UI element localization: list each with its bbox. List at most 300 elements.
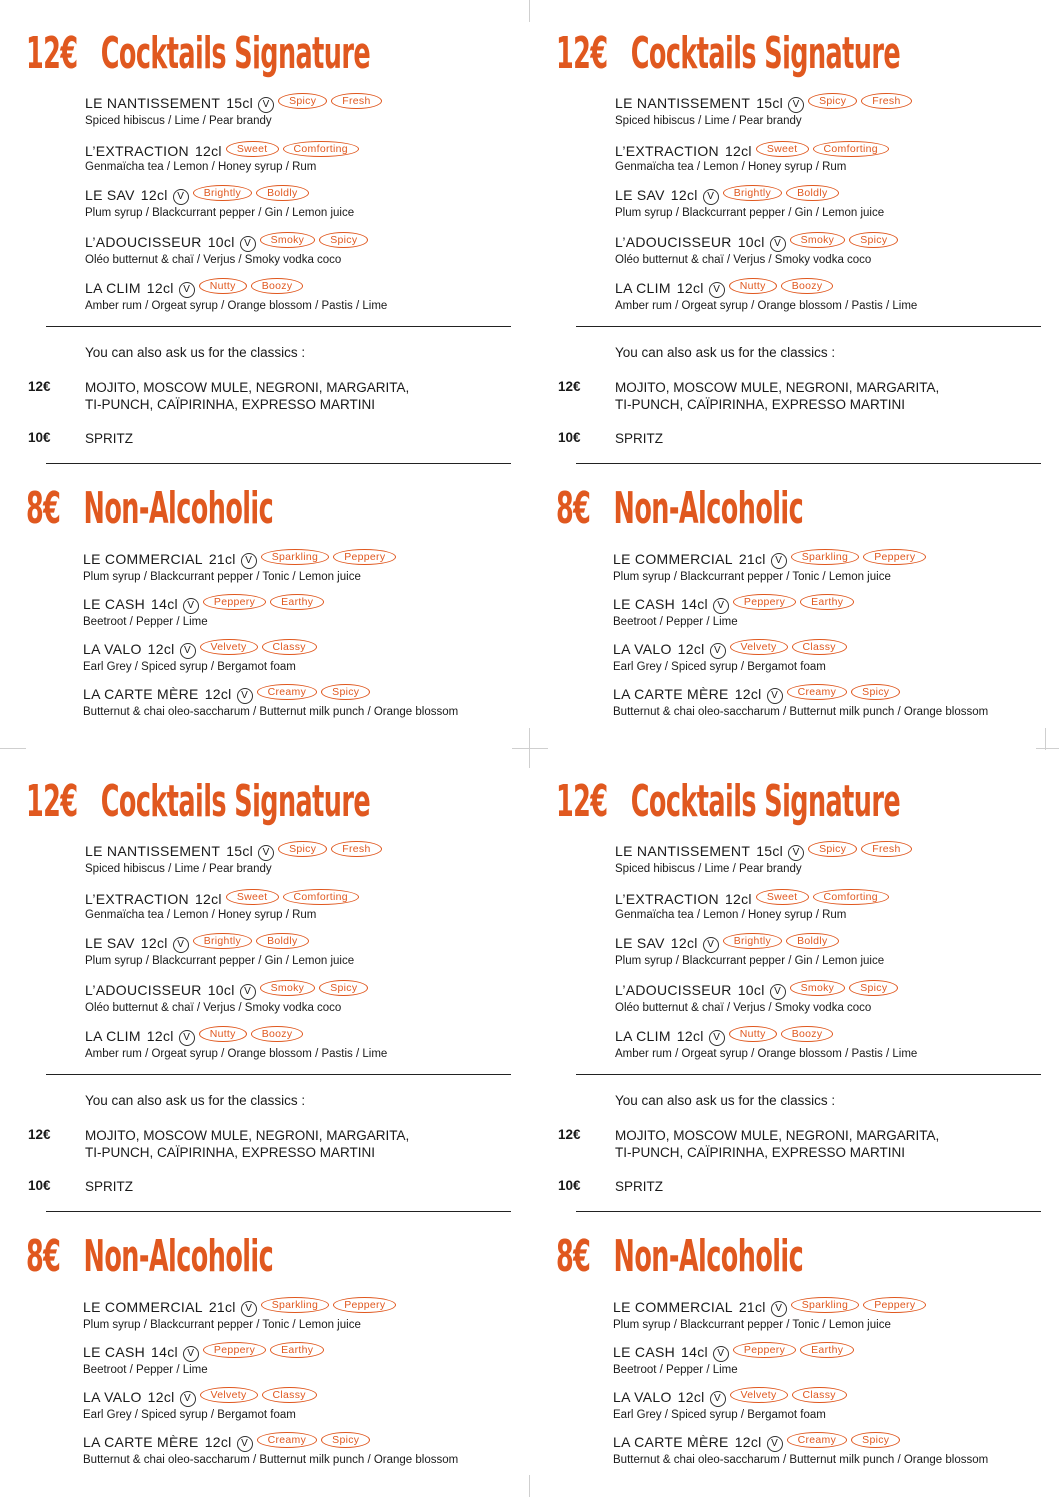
nonalc-item: [613, 684, 1053, 718]
nonalc-item: [83, 639, 523, 673]
flavor-tag: Boldly: [786, 933, 838, 949]
flavor-tag: Comforting: [813, 889, 889, 905]
cocktail-item: [85, 141, 525, 173]
drink-volume: 15cl: [226, 95, 254, 111]
flavor-tag: Spicy: [319, 232, 368, 248]
drink-ingredients: Genmaïcha tea / Lemon / Honey syrup / Rum: [615, 161, 847, 173]
drink-ingredients: Butternut & chai oleo-saccharum / Butternut milk punch / Orange blossom: [613, 1454, 989, 1466]
vegan-icon: V: [240, 236, 256, 252]
drink-volume: 14cl: [151, 596, 178, 612]
flavor-tag: Fresh: [331, 93, 381, 109]
drink-name: LE NANTISSEMENT: [85, 95, 221, 111]
drink-volume: 12cl: [146, 1028, 174, 1044]
drink-volume: 14cl: [151, 1344, 178, 1360]
vegan-icon: V: [173, 937, 189, 953]
drink-volume: 12cl: [676, 1028, 704, 1044]
flavor-tag: Comforting: [283, 141, 359, 157]
drink-ingredients: Spiced hibiscus / Lime / Pear brandy: [615, 115, 802, 127]
vegan-icon: V: [173, 189, 189, 205]
nonalc-item: [613, 1297, 1053, 1331]
drink-name: LE SAV: [85, 187, 135, 203]
nonalc-item: [613, 639, 1053, 673]
menu-panel-bottom-left: [0, 748, 529, 1496]
flavor-tag: Nutty: [199, 1026, 247, 1042]
drink-ingredients: Amber rum / Orgeat syrup / Orange blossom / Pastis / Lime: [615, 300, 918, 312]
flavor-tag: Sparkling: [791, 1297, 859, 1313]
classics-price: 12€: [28, 379, 51, 394]
cocktail-item: [85, 980, 525, 1014]
drink-ingredients: Earl Grey / Spiced syrup / Bergamot foam: [613, 1409, 826, 1421]
classics-price: 12€: [558, 379, 581, 394]
flavor-tag: Sparkling: [791, 549, 859, 565]
cocktail-item: [85, 1026, 525, 1060]
nonalc-price: 8€: [556, 483, 591, 534]
vegan-icon: V: [258, 97, 274, 113]
flavor-tag: Brightly: [193, 933, 252, 949]
cocktails-price: 12€: [26, 776, 78, 827]
divider: [576, 463, 1041, 464]
drink-volume: 12cl: [194, 891, 222, 907]
classics-list: [615, 379, 939, 413]
drink-volume: 12cl: [146, 280, 174, 296]
cocktail-item: [615, 933, 1055, 967]
drink-name: LA CARTE MÈRE: [613, 686, 729, 702]
drink-name: LA VALO: [613, 641, 672, 657]
drink-ingredients: Plum syrup / Blackcurrant pepper / Gin / Lemon juice: [85, 955, 355, 967]
flavor-tag: Sparkling: [261, 1297, 329, 1313]
drink-volume: 12cl: [147, 1389, 175, 1405]
cocktails-title: Cocktails Signature: [630, 776, 901, 827]
drink-name: LE SAV: [615, 187, 665, 203]
drink-name: LE CASH: [83, 596, 146, 612]
divider: [46, 326, 511, 327]
drink-volume: 12cl: [677, 641, 705, 657]
vegan-icon: V: [709, 282, 725, 298]
flavor-tag: Earthy: [800, 1342, 854, 1358]
vegan-icon: V: [240, 984, 256, 1000]
cocktails-title: Cocktails Signature: [100, 776, 371, 827]
classics-line: TI-PUNCH, CAÏPIRINHA, EXPRESSO MARTINI: [85, 397, 376, 412]
drink-ingredients: Spiced hibiscus / Lime / Pear brandy: [85, 863, 272, 875]
flavor-tag: Peppery: [203, 594, 266, 610]
drink-name: L’EXTRACTION: [85, 891, 189, 907]
drink-ingredients: Spiced hibiscus / Lime / Pear brandy: [85, 115, 272, 127]
drink-volume: 12cl: [670, 187, 698, 203]
flavor-tag: Smoky: [260, 980, 316, 996]
vegan-icon: V: [767, 688, 783, 704]
spritz-label: SPRITZ: [85, 431, 134, 446]
drink-name: L’EXTRACTION: [615, 891, 719, 907]
classics-line: MOJITO, MOSCOW MULE, NEGRONI, MARGARITA,: [615, 1128, 940, 1143]
drink-volume: 14cl: [681, 596, 708, 612]
drink-name: LA VALO: [83, 641, 142, 657]
flavor-tag: Peppery: [863, 1297, 926, 1313]
drink-volume: 15cl: [756, 95, 784, 111]
drink-name: LA CLIM: [615, 280, 671, 296]
flavor-tag: Smoky: [790, 980, 846, 996]
cocktails-price: 12€: [26, 28, 78, 79]
flavor-tag: Fresh: [861, 841, 911, 857]
vegan-icon: V: [179, 1030, 195, 1046]
flavor-tag: Spicy: [808, 93, 857, 109]
drink-ingredients: Amber rum / Orgeat syrup / Orange blossom / Pastis / Lime: [85, 1048, 388, 1060]
vegan-icon: V: [710, 643, 726, 659]
drink-name: LE NANTISSEMENT: [85, 843, 221, 859]
flavor-tag: Brightly: [193, 185, 252, 201]
cocktails-heading: [26, 28, 370, 79]
classics-line: TI-PUNCH, CAÏPIRINHA, EXPRESSO MARTINI: [85, 1145, 376, 1160]
nonalc-title: Non-Alcoholic: [613, 1231, 804, 1282]
drink-name: LE COMMERCIAL: [613, 551, 733, 567]
spritz-label: SPRITZ: [615, 1179, 664, 1194]
drink-volume: 12cl: [140, 187, 168, 203]
cocktail-item: [85, 93, 525, 127]
drink-volume: 12cl: [677, 1389, 705, 1405]
flavor-tag: Creamy: [787, 684, 848, 700]
cocktail-item: [85, 185, 525, 219]
nonalc-title: Non-Alcoholic: [613, 483, 804, 534]
vegan-icon: V: [771, 1301, 787, 1317]
classics-line: TI-PUNCH, CAÏPIRINHA, EXPRESSO MARTINI: [615, 1145, 906, 1160]
drink-volume: 10cl: [207, 234, 235, 250]
vegan-icon: V: [183, 598, 199, 614]
vegan-icon: V: [241, 1301, 257, 1317]
flavor-tag: Peppery: [333, 549, 396, 565]
flavor-tag: Earthy: [270, 1342, 324, 1358]
drink-ingredients: Plum syrup / Blackcurrant pepper / Tonic / Lemon juice: [613, 1319, 891, 1331]
flavor-tag: Sweet: [756, 889, 809, 905]
drink-ingredients: Butternut & chai oleo-saccharum / Butternut milk punch / Orange blossom: [83, 706, 459, 718]
drink-volume: 21cl: [208, 551, 236, 567]
drink-volume: 12cl: [204, 686, 232, 702]
drink-ingredients: Beetroot / Pepper / Lime: [613, 616, 738, 628]
cocktail-item: [615, 889, 1055, 921]
drink-volume: 12cl: [140, 935, 168, 951]
vegan-icon: V: [713, 1346, 729, 1362]
drink-name: LE NANTISSEMENT: [615, 843, 751, 859]
drink-ingredients: Earl Grey / Spiced syrup / Bergamot foam: [83, 661, 296, 673]
drink-name: LA CARTE MÈRE: [83, 1434, 199, 1450]
drink-volume: 12cl: [670, 935, 698, 951]
cocktail-item: [615, 1026, 1055, 1060]
spritz-label: SPRITZ: [85, 1179, 134, 1194]
drink-name: LA CLIM: [615, 1028, 671, 1044]
drink-name: LE NANTISSEMENT: [615, 95, 751, 111]
vegan-icon: V: [237, 688, 253, 704]
vegan-icon: V: [180, 1391, 196, 1407]
nonalc-item: [83, 1297, 523, 1331]
drink-volume: 12cl: [724, 143, 752, 159]
drink-name: L’ADOUCISSEUR: [615, 234, 732, 250]
nonalc-title: Non-Alcoholic: [83, 483, 274, 534]
vegan-icon: V: [770, 236, 786, 252]
drink-ingredients: Earl Grey / Spiced syrup / Bergamot foam: [613, 661, 826, 673]
flavor-tag: Spicy: [321, 684, 370, 700]
flavor-tag: Classy: [792, 639, 847, 655]
flavor-tag: Spicy: [321, 1432, 370, 1448]
drink-volume: 15cl: [226, 843, 254, 859]
nonalc-price: 8€: [26, 1231, 61, 1282]
drink-name: LE SAV: [85, 935, 135, 951]
vegan-icon: V: [180, 643, 196, 659]
cocktails-price: 12€: [556, 776, 608, 827]
drink-name: LE CASH: [613, 596, 676, 612]
flavor-tag: Spicy: [849, 232, 898, 248]
cocktail-item: [615, 278, 1055, 312]
drink-volume: 21cl: [738, 1299, 766, 1315]
drink-ingredients: Oléo butternut & chaï / Verjus / Smoky vodka coco: [85, 1002, 342, 1014]
vegan-icon: V: [709, 1030, 725, 1046]
nonalc-price: 8€: [26, 483, 61, 534]
flavor-tag: Creamy: [257, 1432, 318, 1448]
flavor-tag: Spicy: [278, 93, 327, 109]
classics-intro: You can also ask us for the classics :: [615, 345, 836, 360]
drink-volume: 12cl: [734, 1434, 762, 1450]
nonalc-title: Non-Alcoholic: [83, 1231, 274, 1282]
spritz-price: 10€: [558, 430, 581, 445]
drink-volume: 12cl: [147, 641, 175, 657]
flavor-tag: Boozy: [251, 1026, 304, 1042]
flavor-tag: Brightly: [723, 933, 782, 949]
drink-ingredients: Oléo butternut & chaï / Verjus / Smoky vodka coco: [85, 254, 342, 266]
drink-name: L’ADOUCISSEUR: [615, 982, 732, 998]
cocktail-item: [85, 278, 525, 312]
nonalc-item: [613, 1432, 1053, 1466]
classics-line: MOJITO, MOSCOW MULE, NEGRONI, MARGARITA,: [615, 380, 940, 395]
drink-name: LE COMMERCIAL: [613, 1299, 733, 1315]
flavor-tag: Sweet: [756, 141, 809, 157]
vegan-icon: V: [258, 845, 274, 861]
flavor-tag: Comforting: [283, 889, 359, 905]
spritz-price: 10€: [28, 1178, 51, 1193]
vegan-icon: V: [771, 553, 787, 569]
drink-ingredients: Earl Grey / Spiced syrup / Bergamot foam: [83, 1409, 296, 1421]
spritz-price: 10€: [558, 1178, 581, 1193]
flavor-tag: Classy: [262, 639, 317, 655]
drink-ingredients: Beetroot / Pepper / Lime: [613, 1364, 738, 1376]
drink-ingredients: Amber rum / Orgeat syrup / Orange blossom / Pastis / Lime: [615, 1048, 918, 1060]
drink-volume: 10cl: [737, 982, 765, 998]
cocktail-item: [615, 93, 1055, 127]
flavor-tag: Boldly: [256, 933, 308, 949]
drink-name: L’ADOUCISSEUR: [85, 982, 202, 998]
vegan-icon: V: [788, 845, 804, 861]
flavor-tag: Comforting: [813, 141, 889, 157]
menu-panel-bottom-right: [530, 748, 1059, 1496]
flavor-tag: Earthy: [270, 594, 324, 610]
divider: [46, 1074, 511, 1075]
flavor-tag: Velvety: [200, 1387, 258, 1403]
cocktail-item: [615, 841, 1055, 875]
classics-line: MOJITO, MOSCOW MULE, NEGRONI, MARGARITA,: [85, 380, 410, 395]
flavor-tag: Velvety: [730, 639, 788, 655]
flavor-tag: Boldly: [786, 185, 838, 201]
classics-price: 12€: [558, 1127, 581, 1142]
cocktail-item: [85, 889, 525, 921]
drink-name: LE COMMERCIAL: [83, 1299, 203, 1315]
menu-panel-top-left: [0, 0, 529, 748]
drink-volume: 15cl: [756, 843, 784, 859]
nonalc-item: [613, 594, 1053, 628]
flavor-tag: Classy: [262, 1387, 317, 1403]
flavor-tag: Spicy: [851, 1432, 900, 1448]
flavor-tag: Velvety: [730, 1387, 788, 1403]
nonalc-heading: [26, 1231, 273, 1282]
drink-volume: 10cl: [207, 982, 235, 998]
drink-ingredients: Genmaïcha tea / Lemon / Honey syrup / Rum: [85, 161, 317, 173]
nonalc-item: [83, 1387, 523, 1421]
drink-name: L’EXTRACTION: [615, 143, 719, 159]
menu-panel-top-right: [530, 0, 1059, 748]
nonalc-heading: [26, 483, 273, 534]
cocktail-item: [615, 980, 1055, 1014]
drink-volume: 12cl: [734, 686, 762, 702]
flavor-tag: Smoky: [790, 232, 846, 248]
vegan-icon: V: [183, 1346, 199, 1362]
flavor-tag: Nutty: [729, 278, 777, 294]
flavor-tag: Spicy: [849, 980, 898, 996]
drink-ingredients: Butternut & chai oleo-saccharum / Butternut milk punch / Orange blossom: [83, 1454, 459, 1466]
vegan-icon: V: [703, 937, 719, 953]
cocktails-heading: [556, 776, 900, 827]
drink-ingredients: Spiced hibiscus / Lime / Pear brandy: [615, 863, 802, 875]
drink-ingredients: Butternut & chai oleo-saccharum / Butternut milk punch / Orange blossom: [613, 706, 989, 718]
drink-ingredients: Beetroot / Pepper / Lime: [83, 1364, 208, 1376]
drink-name: LE CASH: [83, 1344, 146, 1360]
flavor-tag: Boldly: [256, 185, 308, 201]
drink-ingredients: Plum syrup / Blackcurrant pepper / Tonic / Lemon juice: [83, 1319, 361, 1331]
flavor-tag: Creamy: [257, 684, 318, 700]
flavor-tag: Nutty: [729, 1026, 777, 1042]
nonalc-item: [613, 1387, 1053, 1421]
drink-ingredients: Plum syrup / Blackcurrant pepper / Gin / Lemon juice: [615, 207, 885, 219]
vegan-icon: V: [237, 1436, 253, 1452]
cocktails-heading: [556, 28, 900, 79]
flavor-tag: Sweet: [226, 889, 279, 905]
drink-name: LA CLIM: [85, 1028, 141, 1044]
spritz-price: 10€: [28, 430, 51, 445]
flavor-tag: Nutty: [199, 278, 247, 294]
classics-intro: You can also ask us for the classics :: [85, 1093, 306, 1108]
classics-intro: You can also ask us for the classics :: [615, 1093, 836, 1108]
drink-name: LA CLIM: [85, 280, 141, 296]
nonalc-item: [83, 684, 523, 718]
flavor-tag: Creamy: [787, 1432, 848, 1448]
nonalc-heading: [556, 483, 803, 534]
classics-price: 12€: [28, 1127, 51, 1142]
flavor-tag: Fresh: [861, 93, 911, 109]
flavor-tag: Peppery: [733, 594, 796, 610]
nonalc-price: 8€: [556, 1231, 591, 1282]
vegan-icon: V: [770, 984, 786, 1000]
flavor-tag: Spicy: [851, 684, 900, 700]
flavor-tag: Boozy: [781, 278, 834, 294]
flavor-tag: Sweet: [226, 141, 279, 157]
vegan-icon: V: [767, 1436, 783, 1452]
cocktails-heading: [26, 776, 370, 827]
drink-ingredients: Plum syrup / Blackcurrant pepper / Gin / Lemon juice: [85, 207, 355, 219]
vegan-icon: V: [713, 598, 729, 614]
drink-volume: 21cl: [738, 551, 766, 567]
flavor-tag: Peppery: [203, 1342, 266, 1358]
vegan-icon: V: [710, 1391, 726, 1407]
nonalc-item: [83, 549, 523, 583]
drink-name: LA VALO: [83, 1389, 142, 1405]
cocktail-item: [85, 933, 525, 967]
spritz-label: SPRITZ: [615, 431, 664, 446]
divider: [576, 1211, 1041, 1212]
drink-volume: 12cl: [676, 280, 704, 296]
vegan-icon: V: [703, 189, 719, 205]
drink-volume: 21cl: [208, 1299, 236, 1315]
drink-volume: 12cl: [204, 1434, 232, 1450]
flavor-tag: Spicy: [808, 841, 857, 857]
flavor-tag: Earthy: [800, 594, 854, 610]
divider: [46, 463, 511, 464]
nonalc-item: [83, 1342, 523, 1376]
drink-ingredients: Beetroot / Pepper / Lime: [83, 616, 208, 628]
flavor-tag: Peppery: [333, 1297, 396, 1313]
classics-list: [615, 1127, 939, 1161]
flavor-tag: Velvety: [200, 639, 258, 655]
drink-name: L’ADOUCISSEUR: [85, 234, 202, 250]
nonalc-heading: [556, 1231, 803, 1282]
classics-list: [85, 379, 409, 413]
nonalc-item: [83, 1432, 523, 1466]
drink-volume: 12cl: [724, 891, 752, 907]
nonalc-item: [613, 549, 1053, 583]
cocktails-price: 12€: [556, 28, 608, 79]
flavor-tag: Boozy: [251, 278, 304, 294]
flavor-tag: Peppery: [733, 1342, 796, 1358]
flavor-tag: Boozy: [781, 1026, 834, 1042]
classics-list: [85, 1127, 409, 1161]
drink-ingredients: Amber rum / Orgeat syrup / Orange blossom / Pastis / Lime: [85, 300, 388, 312]
flavor-tag: Brightly: [723, 185, 782, 201]
cocktail-item: [615, 185, 1055, 219]
cocktail-item: [85, 232, 525, 266]
nonalc-item: [613, 1342, 1053, 1376]
cocktails-title: Cocktails Signature: [100, 28, 371, 79]
vegan-icon: V: [241, 553, 257, 569]
divider: [46, 1211, 511, 1212]
drink-volume: 10cl: [737, 234, 765, 250]
vegan-icon: V: [179, 282, 195, 298]
drink-ingredients: Plum syrup / Blackcurrant pepper / Gin / Lemon juice: [615, 955, 885, 967]
divider: [576, 1074, 1041, 1075]
drink-ingredients: Genmaïcha tea / Lemon / Honey syrup / Rum: [85, 909, 317, 921]
flavor-tag: Classy: [792, 1387, 847, 1403]
flavor-tag: Peppery: [863, 549, 926, 565]
drink-name: L’EXTRACTION: [85, 143, 189, 159]
drink-name: LA VALO: [613, 1389, 672, 1405]
classics-line: TI-PUNCH, CAÏPIRINHA, EXPRESSO MARTINI: [615, 397, 906, 412]
flavor-tag: Smoky: [260, 232, 316, 248]
flavor-tag: Spicy: [278, 841, 327, 857]
drink-name: LA CARTE MÈRE: [83, 686, 199, 702]
cocktails-title: Cocktails Signature: [630, 28, 901, 79]
flavor-tag: Sparkling: [261, 549, 329, 565]
drink-ingredients: Genmaïcha tea / Lemon / Honey syrup / Rum: [615, 909, 847, 921]
drink-ingredients: Plum syrup / Blackcurrant pepper / Tonic / Lemon juice: [613, 571, 891, 583]
drink-ingredients: Plum syrup / Blackcurrant pepper / Tonic / Lemon juice: [83, 571, 361, 583]
drink-name: LA CARTE MÈRE: [613, 1434, 729, 1450]
cocktail-item: [85, 841, 525, 875]
classics-intro: You can also ask us for the classics :: [85, 345, 306, 360]
drink-name: LE SAV: [615, 935, 665, 951]
nonalc-item: [83, 594, 523, 628]
cocktail-item: [615, 141, 1055, 173]
